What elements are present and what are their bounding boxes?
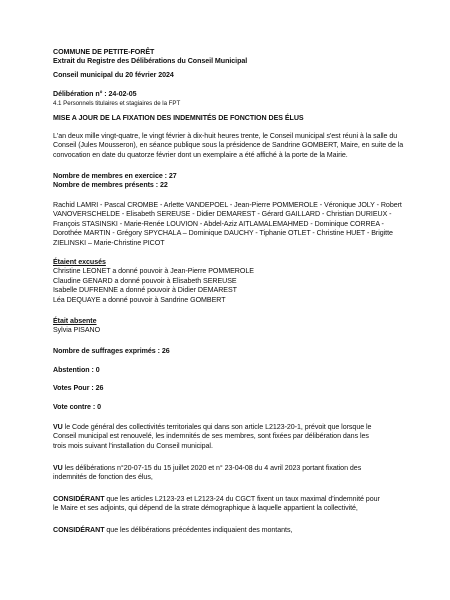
votes-for-count: Votes Pour : 26 [53, 384, 104, 392]
deliberation-number: Délibération n° : 24-02-05 [53, 90, 137, 98]
deliberation-subject: MISE A JOUR DE LA FIXATION DES INDEMNITÉS DE FONCTION DES ÉLUS [53, 114, 304, 122]
vu-line: les délibérations n°20-07-15 du 15 juillet 2020 et n° 23-04-08 du 4 avril 2023 portant fixation des [64, 464, 362, 472]
present-members-line: François STASINSKI - Marie-Renée LOUVION - Abdel-Aziz AITLAMALEMAHMED - Dominique CORREA - [53, 219, 384, 228]
considerant-line: que les délibérations précédentes indiquaient des montants, [106, 526, 293, 534]
vu-keyword: VU [53, 464, 63, 472]
present-members-line: VANOVERSCHELDE - Elisabeth SEREUSE - Didier DEMAREST - Gérard GAILLARD - Christian DURIEUX - [53, 210, 392, 219]
excused-line: Christine LEONET a donné pouvoir à Jean-Pierre POMMEROLE [53, 267, 254, 276]
excused-section [53, 258, 403, 305]
considerant-keyword: CONSIDÉRANT [53, 495, 105, 503]
document-header [53, 48, 403, 67]
present-members-line: Rachid LAMRI - Pascal CROMBE - Arlette VANDEPOEL - Jean-Pierre POMMEROLE - Véronique JOLY - Robert [53, 201, 402, 209]
vu-line: trois mois suivant l'installation du Conseil municipal. [53, 441, 213, 450]
intro-paragraph [53, 132, 403, 160]
considerant-line: que les articles L2123-23 et L2123-24 du CGCT fixent un taux maximal d'indemnité pour [106, 495, 380, 503]
considerant-keyword: CONSIDÉRANT [53, 526, 105, 534]
excused-line: Léa DEQUAYE a donné pouvoir à Sandrine GOMBERT [53, 295, 226, 304]
present-members-line: Dorothée MARTIN - Grégory SPYCHALA – Dominique DAUCHY - Tiphanie OTLET - Christine HUET - Brigitte [53, 229, 393, 238]
absent-name: Sylvia PISANO [53, 326, 101, 335]
intro-line: L'an deux mille vingt-quatre, le vingt février à dix-huit heures trente, le Conseil municipal s'est réuni à la salle du [53, 132, 398, 140]
vu-line: Conseil municipal est renouvelé, les indemnités de ses membres, sont fixées par délibération dans les [53, 432, 369, 441]
commune-name: COMMUNE DE PETITE-FORÊT [53, 48, 155, 56]
absent-title: Était absente [53, 317, 97, 325]
deliberation-category: 4.1 Personnels titulaires et stagiaires de la FPT [53, 100, 181, 108]
intro-line: convocation en date du quatorze février dont un exemplaire a été affiché à la porte de la Mairie. [53, 150, 348, 159]
vu-line: le Code général des collectivités territoriales qui dans son article L2123-20-1, prévoit que lorsque le [64, 423, 372, 431]
present-members-line: ZIELINSKI – Marie-Christine PICOT [53, 238, 165, 247]
members-present: Nombre de membres présents : 22 [53, 181, 168, 190]
meeting-title: Conseil municipal du 20 février 2024 [53, 71, 174, 79]
vu-paragraph-1 [53, 423, 403, 451]
votes-against-count: Vote contre : 0 [53, 403, 101, 411]
abstention-count: Abstention : 0 [53, 366, 100, 374]
vu-keyword: VU [53, 423, 63, 431]
deliberation-info [53, 90, 403, 109]
intro-line: Conseil (Jules Mousseron), en séance publique sous la présidence de Sandrine GOMBERT, Maire, en suite de la [53, 141, 404, 150]
register-extract-title: Extrait du Registre des Délibérations du Conseil Municipal [53, 57, 248, 66]
vu-line: indemnités de fonction des élus, [53, 473, 153, 482]
considerant-paragraph-2 [53, 526, 403, 535]
absent-section [53, 317, 403, 336]
suffrages-count: Nombre de suffrages exprimés : 26 [53, 347, 170, 355]
excused-line: Claudine GENARD a donné pouvoir à Elisabeth SEREUSE [53, 276, 237, 285]
excused-line: Isabelle DUFRENNE a donné pouvoir à Didier DEMAREST [53, 286, 237, 295]
members-count [53, 172, 403, 191]
considerant-paragraph-1 [53, 495, 403, 514]
present-members-list [53, 201, 403, 248]
excused-title: Étaient excusés [53, 258, 106, 266]
vu-paragraph-2 [53, 464, 403, 483]
considerant-line: le Maire et ses adjoints, qui dépend de la strate démographique à laquelle appartient la collectivité, [53, 504, 358, 513]
members-in-office: Nombre de membres en exercice : 27 [53, 172, 177, 180]
